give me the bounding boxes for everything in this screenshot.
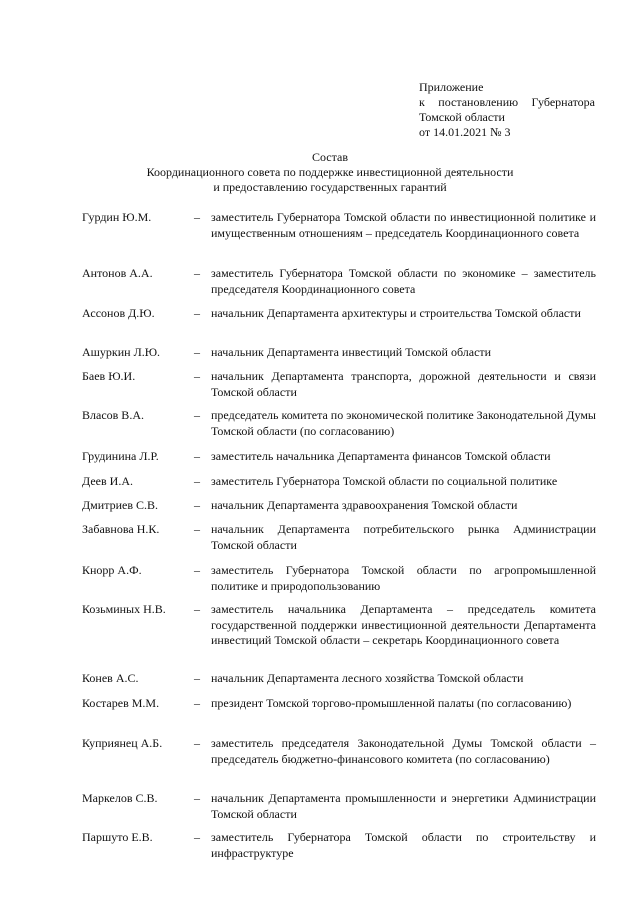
member-position: начальник Департамента лесного хозяйства Томской области	[211, 671, 524, 685]
member-name: Деев И.А.	[82, 474, 133, 488]
title-line-1: Состав	[311, 150, 348, 164]
member-position: начальник Департамента транспорта, дорожной деятельности и связи Томской области	[211, 369, 596, 399]
dash-separator: –	[194, 696, 200, 710]
dash-separator: –	[194, 830, 200, 844]
member-name: Грудинина Л.Р.	[82, 449, 159, 463]
dash-separator: –	[194, 449, 200, 463]
dash-separator: –	[194, 210, 200, 224]
member-name: Гурдин Ю.М.	[82, 210, 152, 224]
member-position: заместитель Губернатора Томской области по строительству и инфраструктуре	[211, 830, 596, 860]
member-position: начальник Департамента инвестиций Томской области	[211, 345, 492, 359]
dash-separator: –	[194, 736, 200, 750]
member-name: Дмитриев С.В.	[82, 498, 159, 512]
member-name: Маркелов С.В.	[82, 791, 158, 805]
member-name: Куприянец А.Б.	[82, 736, 163, 750]
dash-separator: –	[194, 266, 200, 280]
member-name: Баев Ю.И.	[82, 369, 136, 383]
dash-separator: –	[194, 369, 200, 383]
member-position: заместитель Губернатора Томской области по инвестиционной политике и имущественным отношениям – председатель Координационного совета	[211, 210, 596, 240]
member-position: начальник Департамента потребительского рынка Администрации Томской области	[211, 522, 596, 552]
member-position: заместитель начальника Департамента финансов Томской области	[211, 449, 551, 463]
dash-separator: –	[194, 671, 200, 685]
dash-separator: –	[194, 345, 200, 359]
dash-separator: –	[194, 498, 200, 512]
member-name: Забавнова Н.К.	[82, 522, 160, 536]
member-name: Ашуркин Л.Ю.	[82, 345, 161, 359]
member-name: Власов В.А.	[82, 408, 144, 422]
member-name: Козьминых Н.В.	[82, 602, 166, 616]
dash-separator: –	[194, 306, 200, 320]
member-name: Ассонов Д.Ю.	[82, 306, 155, 320]
dash-separator: –	[194, 791, 200, 805]
member-name: Костарев М.М.	[82, 696, 160, 710]
dash-separator: –	[194, 408, 200, 422]
member-position: председатель комитета по экономической политике Законодательной Думы Томской области (по согласованию)	[211, 408, 596, 438]
dash-separator: –	[194, 522, 200, 536]
member-name: Антонов А.А.	[82, 266, 153, 280]
dash-separator: –	[194, 563, 200, 577]
member-position: заместитель Губернатора Томской области по агропромышленной политике и природопользованию	[211, 563, 596, 593]
dash-separator: –	[194, 602, 200, 616]
member-position: начальник Департамента промышленности и энергетики Администрации Томской области	[211, 791, 596, 821]
member-name: Паршуто Е.В.	[82, 830, 153, 844]
title-line-3: и предоставлению государственных гарантий	[213, 180, 447, 194]
appendix-region: Томской области	[419, 110, 505, 124]
member-position: начальник Департамента архитектуры и строительства Томской области	[211, 306, 581, 320]
appendix-title: Приложение	[419, 80, 484, 94]
member-name: Конев А.С.	[82, 671, 139, 685]
title-line-2: Координационного совета по поддержке инвестиционной деятельности	[146, 165, 514, 179]
appendix-date-number: от 14.01.2021 № 3	[419, 125, 511, 139]
member-position: заместитель начальника Департамента – председатель комитета государственной поддержки инвестиционной деятельности Департамента инвестиций Томской области – секретарь Координационного совета	[211, 602, 596, 647]
member-position: заместитель Губернатора Томской области по экономике – заместитель председателя Координационного совета	[211, 266, 596, 296]
document-title	[60, 150, 600, 195]
member-position: заместитель председателя Законодательной Думы Томской области – председатель бюджетно-финансового комитета (по согласованию)	[211, 736, 596, 766]
member-position: заместитель Губернатора Томской области по социальной политике	[211, 474, 558, 488]
dash-separator: –	[194, 474, 200, 488]
member-position: президент Томской торгово-промышленной палаты (по согласованию)	[211, 696, 572, 710]
appendix-decree: к постановлению Губернатора	[419, 95, 595, 109]
member-position: начальник Департамента здравоохранения Томской области	[211, 498, 518, 512]
appendix-block	[419, 80, 595, 140]
member-name: Кнорр А.Ф.	[82, 563, 142, 577]
